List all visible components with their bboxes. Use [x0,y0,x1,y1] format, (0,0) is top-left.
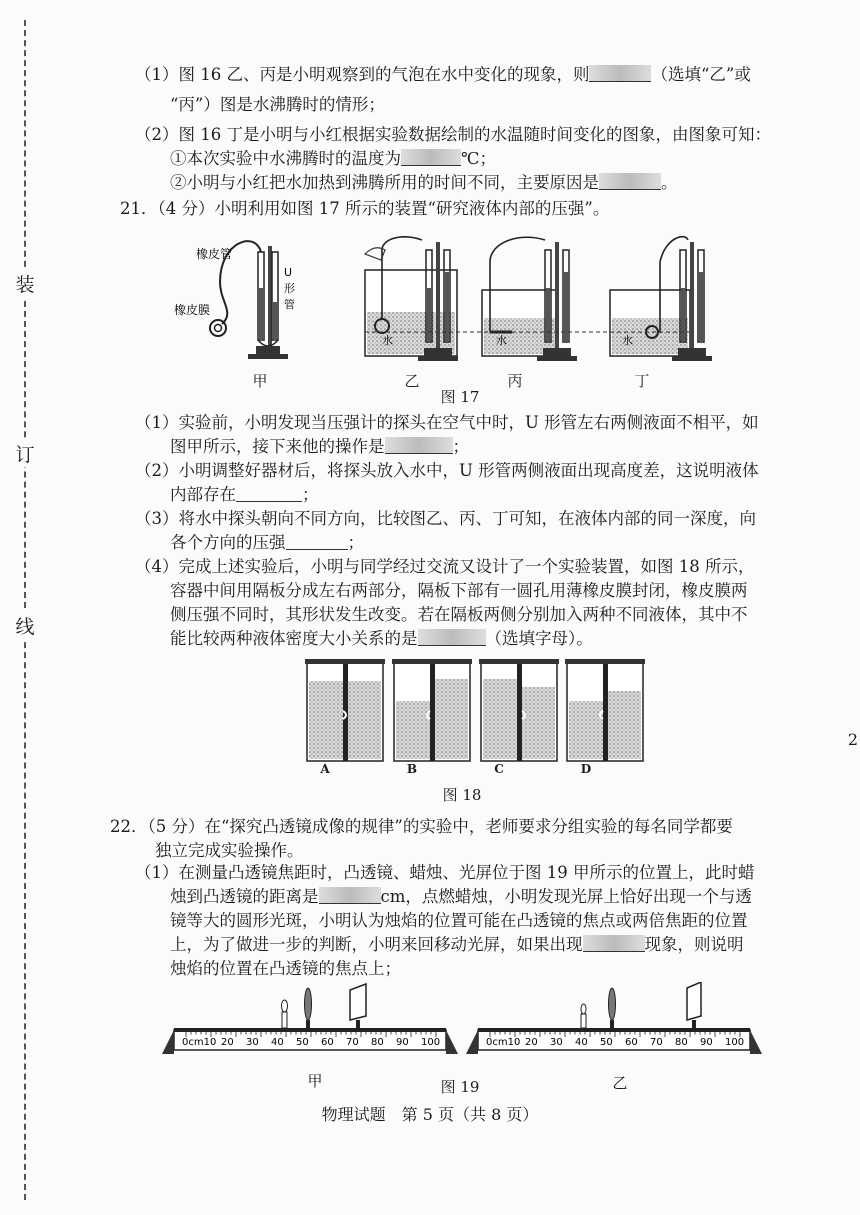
q21-part4-line3: 侧压强不同时，其形状发生改变。若在隔板两侧分别加入两种不同液体，其中不 [170,605,748,624]
edge-mark: 2 [847,730,858,749]
fig18-caption: 图 18 [442,786,482,804]
ruler-tick-label: 0cm10 [182,1037,217,1048]
ruler-tick-label: 80 [675,1037,688,1048]
svg-text:水: 水 [622,334,633,347]
svg-text:U: U [284,266,293,279]
q22-heading-line2: 独立完成实验操作。 [155,841,304,860]
container-b [392,659,472,761]
fig17-sub-bing: 丙 [507,372,523,390]
answer-blank[interactable] [418,629,486,646]
lens-jia [305,988,312,1028]
container-c [479,659,559,761]
screen-yi [687,982,701,1028]
apparatus-yi [365,237,458,361]
fig17-sub-yi: 乙 [404,372,420,390]
q20-part1-line1: （1）图 16 乙、丙是小明观察到的气泡在水中变化的现象，则 （选填“乙”或 [135,65,751,84]
answer-blank[interactable] [589,65,651,82]
q21-part4-line2: 容器中间用隔板分成左右两部分，隔板下部有一圆孔用薄橡皮膜封闭，橡皮膜两 [170,581,748,600]
ruler-tick-label: 20 [525,1037,538,1048]
answer-blank[interactable] [401,149,461,166]
fig17-caption: 图 17 [440,388,480,406]
ruler-tick-label: 60 [625,1037,638,1048]
q21-heading: 21．（4 分）小明利用如图 17 所示的装置“研究液体内部的压强”。 [120,199,610,218]
binding-char-ding: 订 [12,440,38,467]
q20-part2-item2: ②小明与小红把水加热到沸腾所用的时间不同，主要原因是 。 [170,173,678,192]
q20-part2-item1: ①本次实验中水沸腾时的温度为 ℃； [170,149,496,168]
ruler-tick-label: 90 [396,1037,409,1048]
q22-part1-line4: 上，为了做进一步的判断，小明来回移动光屏，如果出现 现象，则说明 [170,935,744,954]
fig19-sub-jia: 甲 [307,1072,323,1090]
svg-text:管: 管 [284,298,295,311]
fig17-sub-ding: 丁 [634,372,650,390]
q22-part1-line2: 烛到凸透镜的距离是 cm，点燃蜡烛，小明发现光屏上恰好出现一个与透 [170,887,752,906]
ruler-tick-label: 50 [296,1037,309,1048]
binding-char-zhuang: 装 [12,270,38,297]
q22-heading-line1: 22．（5 分）在“探究凸透镜成像的规律”的实验中，老师要求分组实验的每名同学都要 [110,817,733,836]
ruler-tick-label: 50 [600,1037,613,1048]
fig19-sub-yi: 乙 [612,1074,628,1092]
q21-part4-line1: （4）完成上述实验后，小明与同学经过交流又设计了一个实验装置，如图 18 所示， [135,557,755,576]
svg-text:形: 形 [284,282,295,295]
bench-yi [466,982,762,1054]
q22-part1-line5: 烛焰的位置在凸透镜的焦点上； [170,959,401,978]
apparatus-ding [610,237,712,361]
ruler-tick-label: 40 [271,1037,284,1048]
lens-yi [609,988,616,1028]
fig18-label-a: A [320,762,330,776]
fig18-label-d: D [580,762,592,776]
container-a [305,659,385,761]
ruler-tick-label: 90 [700,1037,713,1048]
fig19-caption: 图 19 [440,1078,480,1096]
figure-19 [160,982,770,1062]
fig18-label-b: B [406,762,418,776]
q21-part4-line4: 能比较两种液体密度大小关系的是 （选填字母）。 [170,629,593,648]
screen-jia [350,984,366,1028]
svg-text:水: 水 [496,334,507,347]
answer-blank[interactable] [385,437,453,454]
q21-part3-line1: （3）将水中探头朝向不同方向，比较图乙、丙、丁可知，在液体内部的同一深度，向 [135,509,756,528]
label-rubber-membrane: 橡皮膜 [174,303,211,317]
q21-part3-line2: 各个方向的压强 ； [170,533,364,552]
fig18-label-c: C [494,762,504,776]
page-footer: 物理试题 第 5 页（共 8 页） [321,1105,539,1124]
binding-dashed-line [24,20,26,1200]
figure-17 [160,232,740,386]
label-rubber-tube: 橡皮管 [196,247,233,261]
q21-part2-line1: （2）小明调整好器材后，将探头放入水中，U 形管两侧液面出现高度差，这说明液体 [135,461,759,480]
ruler-tick-label: 40 [575,1037,588,1048]
ruler-tick-label: 70 [346,1037,359,1048]
answer-blank[interactable] [599,173,661,190]
ruler-tick-label: 100 [725,1037,745,1048]
apparatus-jia [174,241,295,359]
q21-part2-line2: 内部存在 ； [170,485,319,504]
answer-blank[interactable] [286,535,348,550]
q21-part1-line2: 图甲所示，接下来他的操作是 ； [170,437,469,456]
q22-part1-line1: （1）在测量凸透镜焦距时，凸透镜、蜡烛、光屏位于图 19 甲所示的位置上，此时蜡 [135,863,755,882]
ruler-tick-label: 30 [550,1037,563,1048]
q21-part1-line1: （1）实验前，小明发现当压强计的探头在空气中时，U 形管左右两侧液面不相平，如 [135,413,759,432]
binding-char-xian: 线 [12,612,38,639]
ruler-tick-label: 20 [221,1037,234,1048]
q20-part2-line: （2）图 16 丁是小明与小红根据实验数据绘制的水温随时间变化的图象，由图象可知： [135,125,771,144]
ruler-tick-label: 80 [371,1037,384,1048]
answer-blank[interactable] [319,887,381,904]
binding-margin [10,20,40,1200]
ruler-tick-label: 70 [650,1037,663,1048]
figure-19-drawing [160,982,770,1058]
fig17-sub-jia: 甲 [252,372,268,390]
q20-part1-line2: “丙”）图是水沸腾时的情形； [170,95,385,114]
answer-blank[interactable] [583,935,645,952]
ruler-tick-label: 30 [246,1037,259,1048]
ruler-tick-label: 100 [421,1037,441,1048]
ruler-tick-label: 0cm10 [486,1037,521,1048]
figure-17-drawing [160,232,740,382]
container-d [565,659,645,761]
candle-jia [282,1000,288,1028]
q22-part1-line3: 镜等大的圆形光斑，小明认为烛焰的位置可能在凸透镜的焦点或两倍焦距的位置 [170,911,748,930]
ruler-tick-label: 60 [321,1037,334,1048]
apparatus-bing [482,237,577,361]
answer-blank[interactable] [236,487,302,502]
bench-jia [162,984,458,1054]
svg-text:水: 水 [382,334,393,347]
candle-yi [581,1004,586,1028]
